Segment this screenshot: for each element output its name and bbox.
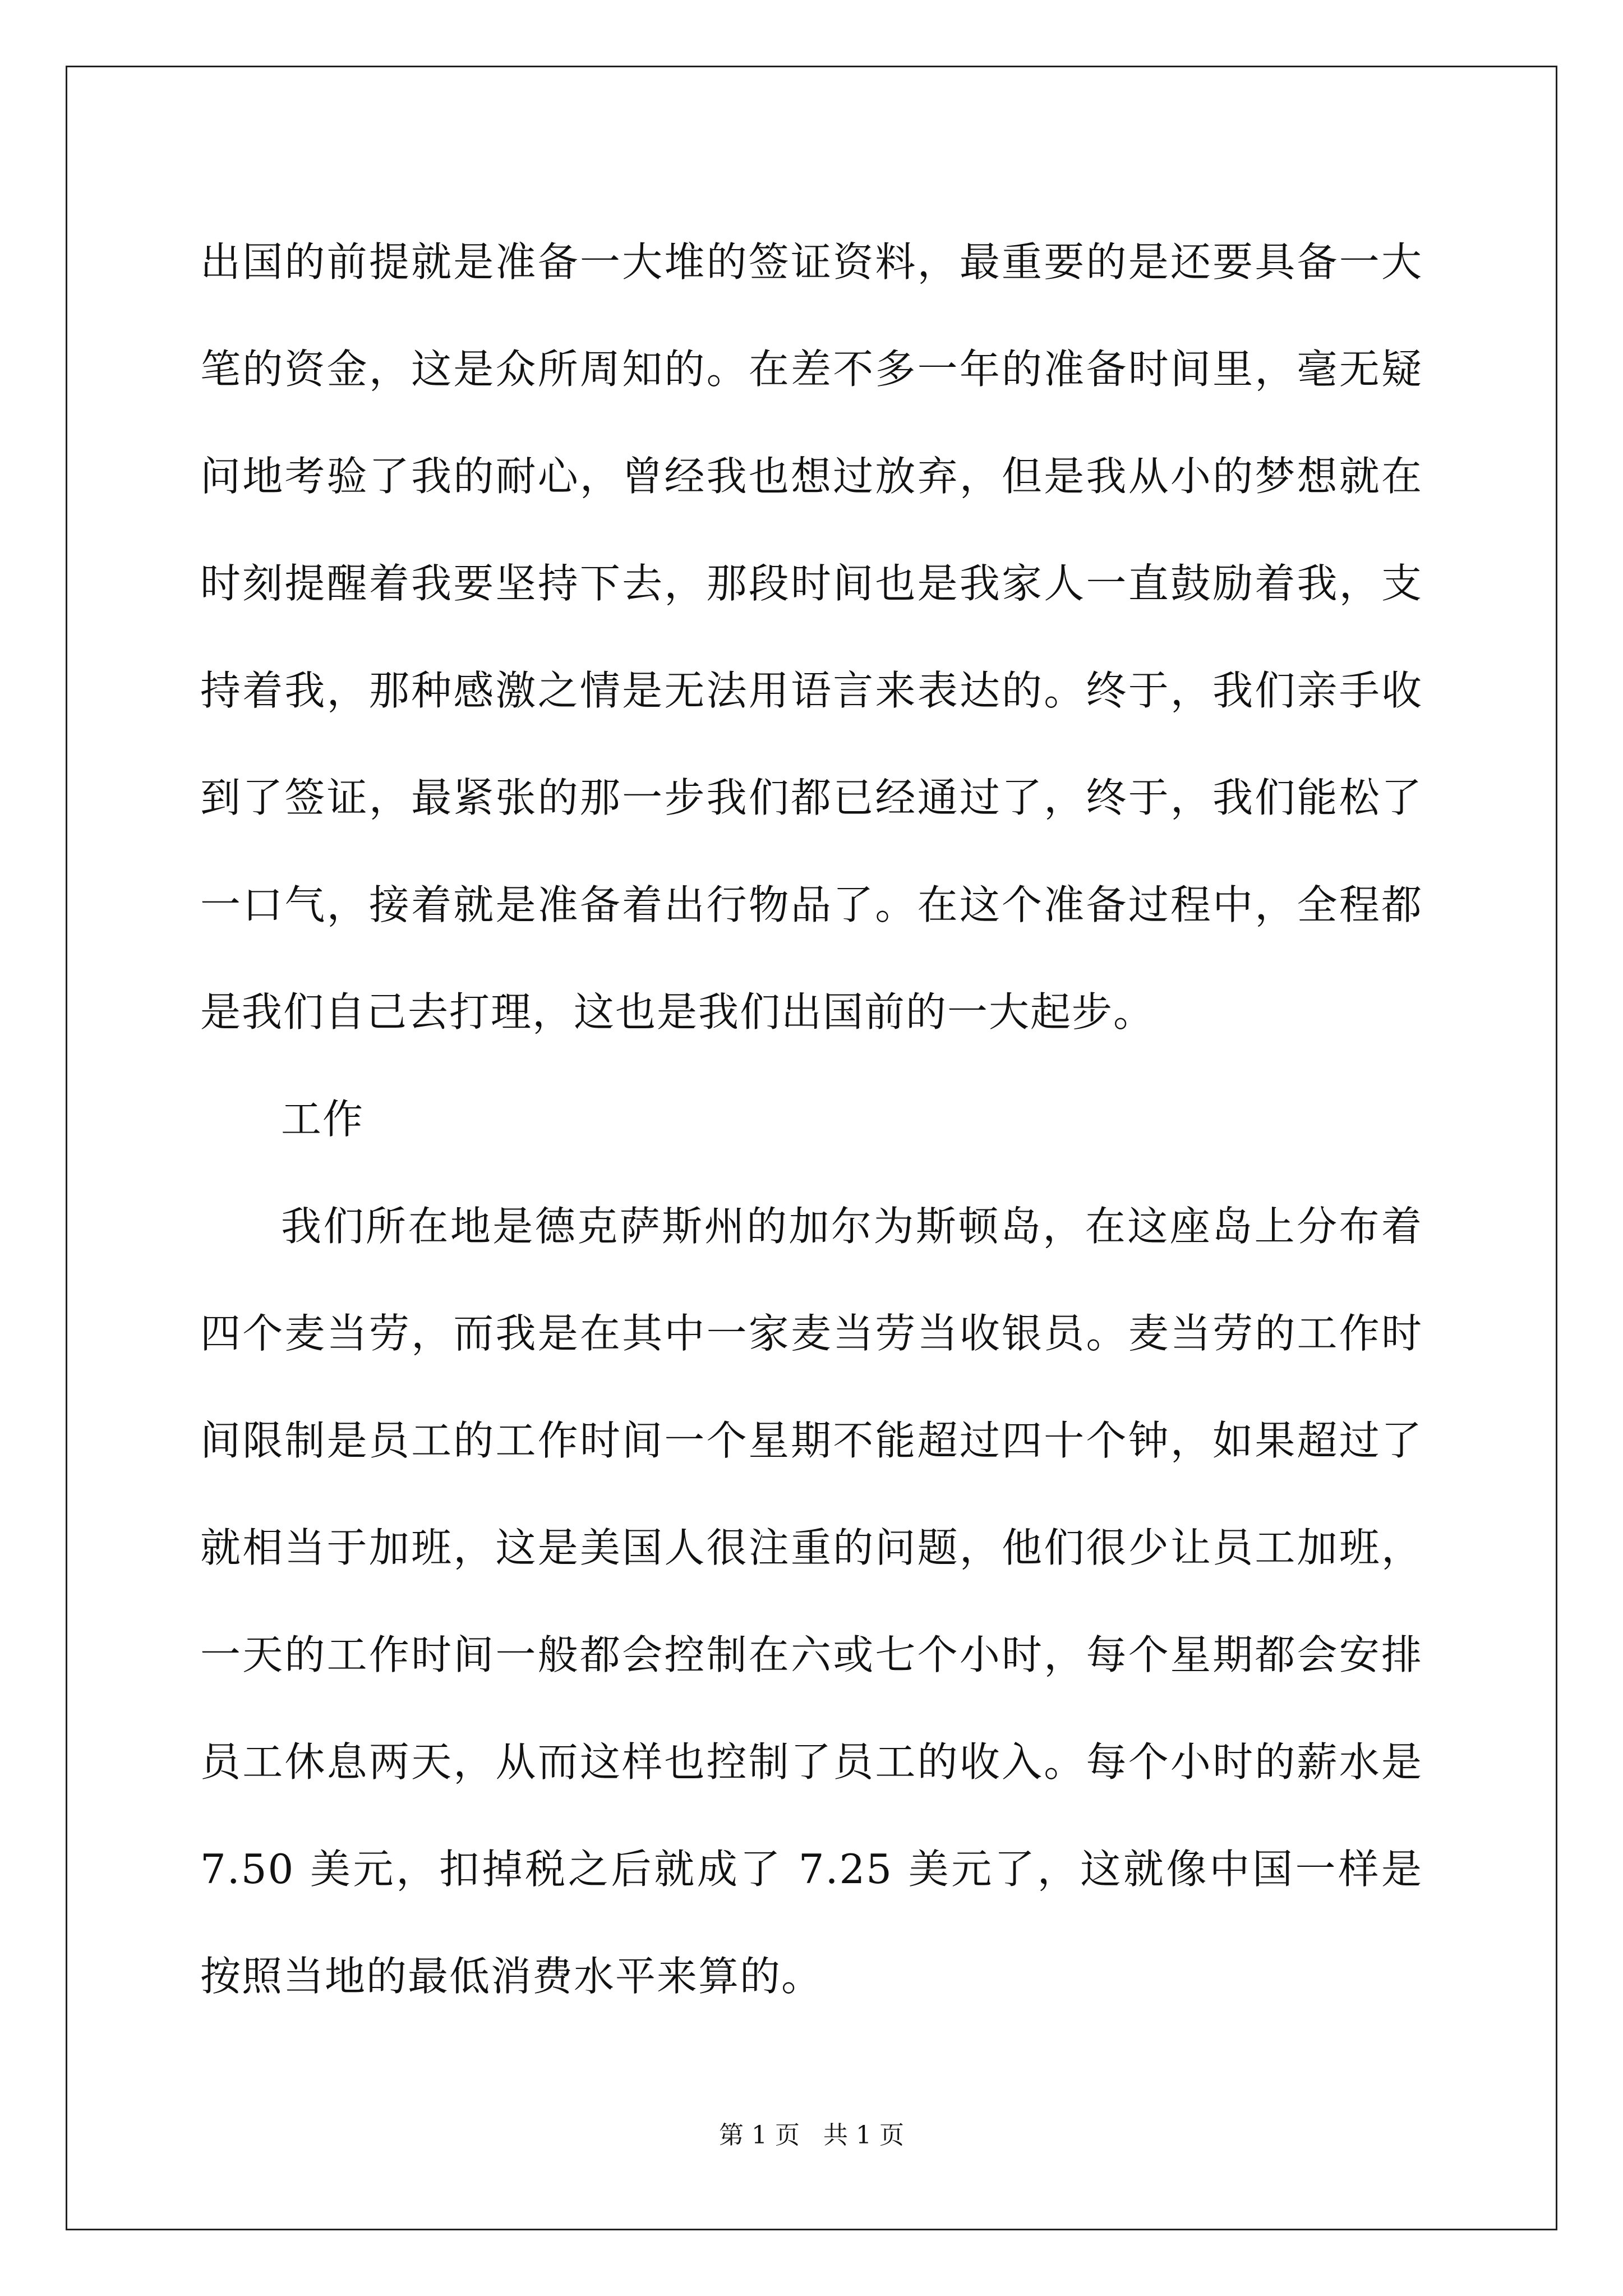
- paragraph-intro: 出国的前提就是准备一大堆的签证资料，最重要的是还要具备一大笔的资金，这是众所周知的。在差不多一年的准备时间里，毫无疑问地考验了我的耐心，曾经我也想过放弃，但是我从小的梦想就在时刻提醒着我要坚持下去，那段时间也是我家人一直鼓励着我，支持着我，那种感激之情是无法用语言来表达的。终于，我们亲手收到了签证，最紧张的那一步我们都已经通过了，终于，我们能松了一口气，接着就是准备着出行物品了。在这个准备过程中，全程都是我们自己去打理，这也是我们出国前的一大起步。: [200, 238, 1423, 1036]
- paragraph-work: 我们所在地是德克萨斯州的加尔为斯顿岛，在这座岛上分布着四个麦当劳，而我是在其中一家麦当劳当收银员。麦当劳的工作时间限制是员工的工作时间一个星期不能超过四十个钟，如果超过了就相当于加班，这是美国人很注重的问题，他们很少让员工加班，一天的工作时间一般都会控制在六或七个小时，每个星期都会安排员工休息两天，从而这样也控制了员工的收入。每个小时的薪水是 7.50 美元，扣掉税之后就成了 7.25 美元了，这就像中国一样是按照当地的最低消费水平来算的。: [200, 1203, 1423, 2000]
- document-body: [200, 209, 1423, 2030]
- page-footer: 第 1 页 共 1 页: [719, 2121, 904, 2150]
- section-heading-work: 工作: [281, 1096, 365, 1143]
